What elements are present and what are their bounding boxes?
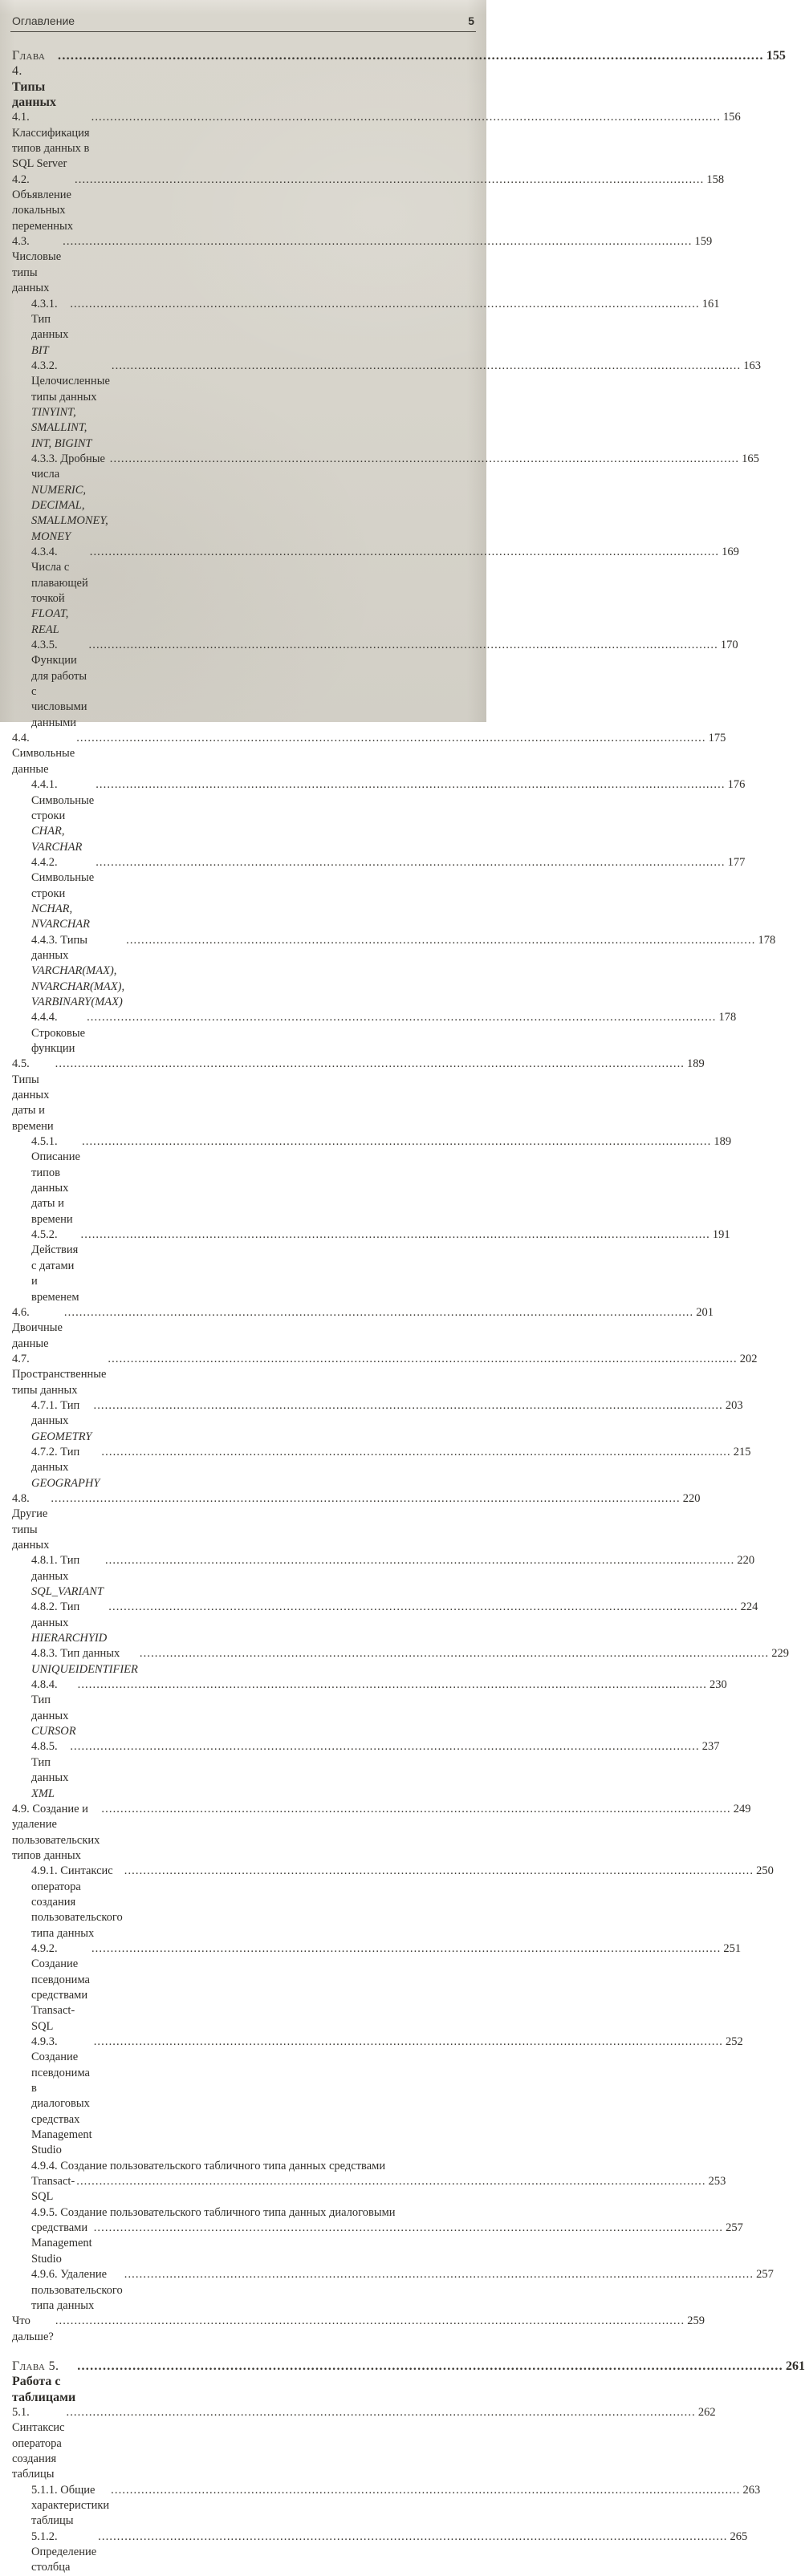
entry-title [31,1739,71,1801]
toc-entry [12,1305,714,1352]
dot-leader [78,1677,707,1693]
entry-page-number: 156 [722,111,741,124]
toc-entry [12,110,741,172]
header-rule [10,31,476,32]
entry-text-segment: 4.4. Символьные данные [12,732,78,776]
entry-title [31,933,128,1011]
entry-text-segment: 5.1.2. Определение столбца [31,2529,100,2574]
entry-page-number: 230 [709,1678,727,1692]
entry-text-segment: 4.8.2. Тип данных [31,1600,83,1629]
dot-leader [89,638,718,653]
entry-page-number: 250 [756,1864,774,1878]
entry-text-segment: Глава 5. [12,2359,63,2373]
entry-page-number: 257 [756,2268,774,2282]
entry-text-segment: 5.1.1. Общие характеристики таблицы [31,2483,112,2528]
entry-text-segment: 4.5.1. Описание типов данных даты и времени [31,1135,83,1226]
toc-entry [12,1398,743,1445]
entry-text-segment: 4.7. Пространственные типы данных [12,1352,110,1397]
dot-leader [101,1802,730,1817]
toc-entry [12,297,720,359]
entry-text-segment: Работа с таблицами [12,2375,76,2404]
entry-title [12,172,73,234]
dot-leader [140,1646,769,1661]
entry-text-segment: UNIQUEIDENTIFIER [31,1662,138,1676]
toc-entry [12,1010,737,1057]
dot-leader [76,2174,705,2189]
toc-entry [12,2483,761,2529]
entry-text-segment: 4.9.4. Создание пользовательского табличного типа данных средствами [31,2159,386,2172]
entry-text-segment: 4.4.3. Типы данных [31,933,91,962]
entry-title [31,297,71,359]
entry-title [31,1553,104,1600]
entry-text-segment: 4.8. Другие типы данных [12,1491,51,1552]
entry-title [12,48,56,110]
entry-title [12,1305,66,1352]
dot-leader [70,297,699,312]
entry-title [12,110,93,172]
entry-page-number: 191 [712,1228,730,1242]
dot-leader [76,731,705,746]
toc-entry [12,172,725,234]
toc-entry [12,2314,705,2345]
toc-entry [12,2267,774,2314]
entry-text-segment: VARCHAR(MAX), NVARCHAR(MAX), VARBINARY(MAX) [31,964,128,1008]
entry-text-segment: HIERARCHYID [31,1632,108,1645]
entry-page-number: 175 [708,732,726,745]
toc-entry [12,1941,742,2034]
entry-page-number: 177 [727,855,746,869]
entry-text-segment: CURSOR [31,1725,76,1738]
toc-entry [12,234,713,296]
entry-text-segment: 4.7.2. Тип данных [31,1445,83,1475]
toc-entry [12,1134,732,1227]
dot-leader [124,1864,754,1879]
dot-leader [98,2529,727,2545]
entry-title [31,2205,396,2221]
entry-title [31,2221,96,2267]
entry-text-segment: NUMERIC, DECIMAL, SMALLMONEY, MONEY [31,483,112,543]
entry-page-number: 252 [726,2035,743,2048]
entry-title [12,1802,104,1864]
entry-page-number: 253 [708,2175,726,2189]
toc-entry [12,1553,755,1600]
entry-title [12,2314,54,2345]
entry-title [31,2529,100,2576]
dot-leader [75,172,704,188]
dot-leader [124,2267,754,2282]
toc-entry [12,1352,758,1398]
entry-text-segment: 4.5.2. Действия с датами и временем [31,1228,81,1304]
dot-leader [94,2034,723,2050]
toc-entry [12,2529,748,2576]
entry-page-number: 262 [697,2405,716,2419]
entry-text-segment: 4.3.3. Дробные числа [31,452,108,481]
dot-leader [105,1553,734,1568]
entry-page-number: 159 [694,235,713,249]
entry-text-segment: 4.9.5. Создание пользовательского табличного типа данных диалоговыми [31,2205,396,2219]
entry-page-number: 220 [682,1491,701,1505]
entry-page-number: 249 [733,1802,751,1815]
entry-text-segment: Что дальше? [12,2314,54,2343]
entry-text-segment: BIT [31,343,49,357]
entry-page-number: 237 [701,1740,720,1754]
dot-leader [101,1445,730,1460]
entry-title [12,2359,75,2405]
dot-leader [82,1134,711,1150]
entry-text-segment: GEOGRAPHY [31,1476,100,1490]
entry-text-segment: 4.9. Создание и удаление пользовательских типов данных [12,1802,104,1862]
entry-text-segment: 4.9.2. Создание псевдонима средствами Transact-SQL [31,1941,93,2033]
entry-title [31,638,91,731]
entry-title [12,234,64,296]
dot-leader [77,2359,783,2374]
dot-leader [90,545,719,560]
entry-text-segment: GEOMETRY [31,1430,92,1443]
entry-title [31,2483,112,2529]
dot-leader [55,1057,685,1072]
entry-page-number: 224 [740,1600,758,1614]
entry-text-segment: 4.8.1. Тип данных [31,1554,83,1583]
entry-page-number: 229 [771,1647,790,1661]
entry-title [31,1010,88,1057]
entry-text-segment: 4.9.1. Синтаксис оператора создания пользовательского типа данных [31,1864,126,1940]
dot-leader [91,1941,721,1957]
entry-title [31,1398,91,1445]
toc-entry [12,2405,716,2483]
entry-text-segment: NCHAR, NVARCHAR [31,902,91,931]
entry-text-segment: 4.9.6. Удаление пользовательского типа данных [31,2268,126,2312]
dot-leader [91,110,721,125]
dot-leader [87,1010,716,1025]
running-head [12,14,474,27]
entry-page-number: 263 [742,2483,761,2497]
entry-text-segment: 4.1. Классификация типов данных в SQL Server [12,111,93,171]
entry-page-number: 201 [696,1305,714,1319]
toc-entry [12,1646,790,1677]
entry-page-number: 251 [723,1941,742,1955]
toc-entry [12,2205,474,2221]
toc-entry [12,1057,705,1134]
dot-leader [108,1600,738,1615]
dot-leader [81,1227,710,1243]
entry-page-number: 189 [687,1057,705,1071]
entry-title [31,1445,100,1491]
entry-text-segment: 4.9.3. Создание псевдонима в диалоговых средствах Management Studio [31,2035,96,2157]
entry-title [31,2159,385,2174]
toc-entry [12,2174,726,2205]
entry-page-number: 176 [727,778,746,792]
entry-title [12,1352,110,1398]
running-head-title: Оглавление [12,14,75,27]
toc-entry [12,638,738,731]
entry-text-segment: XML [31,1787,55,1800]
dot-leader [70,1739,699,1755]
entry-title [31,1646,138,1677]
dot-leader [58,48,764,63]
toc-chapter-entry [12,48,786,110]
entry-text-segment: 4.3.2. Целочисленные типы данных [31,359,113,404]
toc-entry [12,1227,730,1305]
entry-page-number: 202 [739,1352,758,1365]
entry-text-segment: 4.3.4. Числа с плавающей точкой [31,546,91,606]
dot-leader [64,1305,693,1320]
entry-title [31,2174,75,2205]
entry-page-number: 161 [701,297,720,310]
dot-leader [96,855,725,870]
entry-text-segment: 4.6. Двоичные данные [12,1305,66,1350]
entry-title [12,731,78,777]
entry-page-number: 170 [720,639,738,652]
dot-leader [51,1491,680,1507]
entry-page-number: 203 [725,1398,743,1412]
entry-text-segment: 4.8.5. Тип данных [31,1740,71,1785]
entry-page-number: 189 [714,1135,732,1149]
dot-leader [96,777,725,793]
toc-chapter-entry [12,2359,805,2405]
dot-leader [55,2314,685,2329]
toc-entry [12,1491,701,1553]
page-number: 5 [468,14,474,27]
entry-text-segment: средствами Management Studio [31,2221,96,2266]
entry-page-number: 220 [737,1554,755,1568]
entry-page-number: 261 [786,2359,805,2373]
toc-entry [12,1802,751,1864]
entry-title [31,1864,126,1941]
dot-leader [126,933,755,948]
entry-page-number: 178 [758,933,776,947]
entry-title [31,777,97,855]
entry-text-segment: FLOAT, REAL [31,607,71,636]
toc-entry [12,777,746,855]
dot-leader [110,452,739,467]
entry-title [31,1227,79,1305]
dot-leader [108,1352,737,1367]
toc-entry [12,359,761,452]
dot-leader [66,2405,695,2420]
entry-text-segment: Типы данных [12,79,57,110]
entry-title [31,2267,126,2314]
toc-entry [12,2034,743,2159]
entry-text-segment: 4.4.4. Строковые функции [31,1011,88,1055]
toc-entry [12,1864,774,1941]
entry-title [31,1600,107,1646]
toc-entry [12,1677,727,1739]
dot-leader [63,234,692,249]
entry-page-number: 169 [722,546,739,558]
entry-text-segment: 4.7.1. Тип данных [31,1398,83,1428]
entry-title [31,855,97,933]
entry-title [31,1677,76,1739]
dot-leader [111,2483,740,2498]
entry-text-segment: 4.8.4. Тип данных [31,1678,71,1722]
dot-leader [94,2221,723,2236]
entry-page-number: 215 [733,1445,751,1458]
entry-text-segment: 4.3.1. Тип данных [31,297,71,342]
toc-entry [12,933,776,1011]
toc-entry [12,545,739,638]
toc-entry [12,731,726,777]
entry-title [12,1057,54,1134]
entry-text-segment: TINYINT, SMALLINT, INT, BIGINT [31,405,92,450]
toc-entry [12,452,759,545]
entry-text-segment: SQL_VARIANT [31,1585,104,1599]
toc-entry [12,855,746,933]
entry-text-segment: CHAR, VARCHAR [31,825,83,854]
toc-entry [12,2159,474,2174]
entry-page-number: 155 [766,49,786,63]
entry-text-segment: 5.1. Синтаксис оператора создания таблицы [12,2405,68,2481]
entry-page-number: 178 [718,1011,737,1024]
entry-text-segment: 4.8.3. Тип данных [31,1647,123,1661]
toc-list [12,48,805,2576]
entry-text-segment: 4.2. Объявление локальных переменных [12,172,75,233]
entry-text-segment: 4.3. Числовые типы данных [12,235,64,295]
entry-text-segment: Transact-SQL [31,2175,75,2204]
entry-page-number: 265 [730,2529,748,2543]
entry-text-segment: 4.3.5. Функции для работы с числовыми данными [31,639,91,729]
entry-text-segment: 4.4.1. Символьные строки [31,778,97,822]
entry-page-number: 158 [706,172,725,186]
toc-entry [12,1739,720,1801]
entry-page-number: 163 [743,359,761,372]
entry-title [12,1491,49,1553]
entry-title [31,359,113,452]
entry-page-number: 259 [687,2314,705,2328]
entry-page-number: 165 [742,452,759,465]
entry-title [31,1134,83,1227]
entry-title [31,545,91,638]
toc-entry [12,2221,743,2267]
entry-text-segment: 4.5. Типы данных даты и времени [12,1057,54,1133]
entry-title [31,452,112,545]
entry-text-segment: 4.4.2. Символьные строки [31,855,97,900]
entry-text-segment: Глава 4. [12,49,49,79]
toc-entry [12,1600,758,1646]
entry-page-number: 257 [726,2221,743,2235]
dot-leader [112,359,741,374]
entry-title [31,2034,96,2159]
entry-title [12,2405,68,2483]
toc-entry [12,1445,751,1491]
entry-title [31,1941,93,2034]
dot-leader [93,1398,722,1414]
